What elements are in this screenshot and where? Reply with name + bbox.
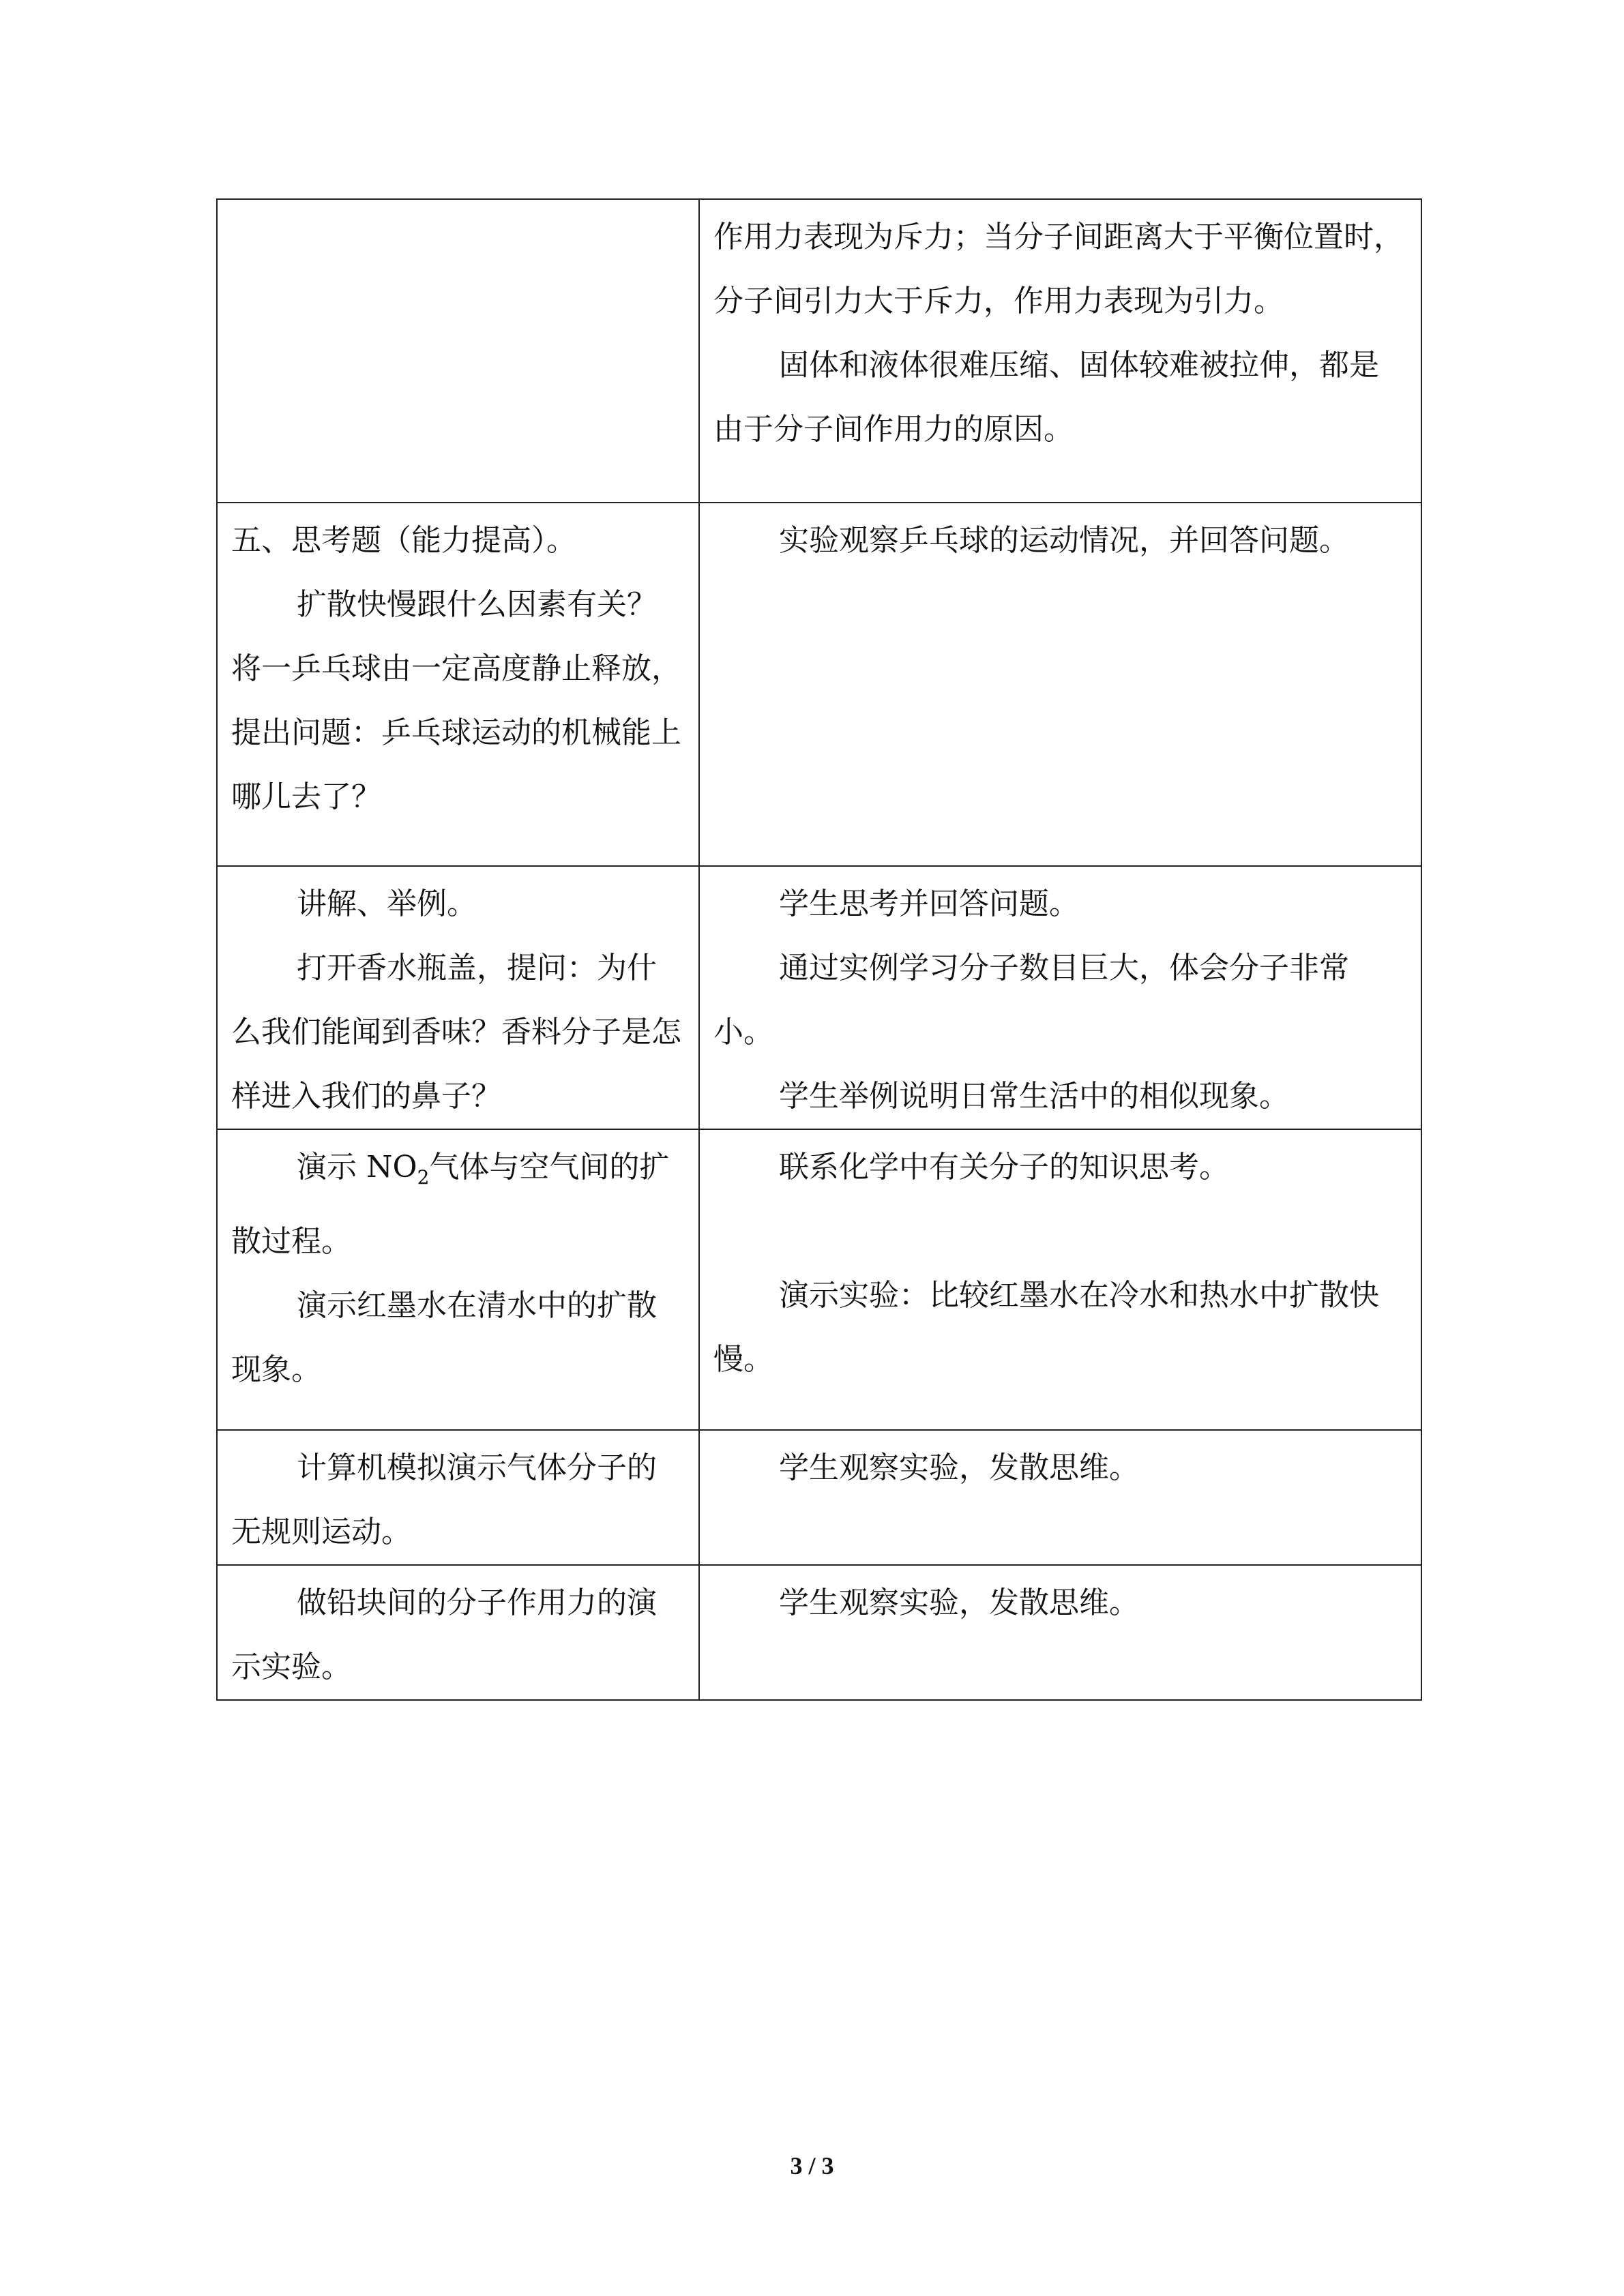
table-row <box>217 866 1421 1129</box>
teacher-activity-cell <box>217 199 699 503</box>
student-activity-cell <box>699 503 1421 866</box>
paragraph: 学生思考并回答问题。 <box>779 886 1079 921</box>
paragraph: 计算机模拟演示气体分子的无规则运动。 <box>231 1450 657 1549</box>
text-run: 演示 NO <box>297 1150 417 1184</box>
table-row <box>217 1430 1421 1565</box>
lesson-plan-table <box>216 198 1422 1701</box>
paragraph: 学生观察实验，发散思维。 <box>779 1450 1139 1485</box>
paragraph: 讲解、举例。 <box>297 886 477 921</box>
text-run: 气体与空气间的扩散过程。 <box>231 1150 670 1259</box>
student-activity-cell <box>699 199 1421 503</box>
teacher-activity-cell <box>217 1565 699 1700</box>
table-row <box>217 1565 1421 1700</box>
paragraph: 演示实验：比较红墨水在冷水和热水中扩散快慢。 <box>713 1278 1379 1377</box>
paragraph: 演示红墨水在清水中的扩散现象。 <box>231 1287 657 1387</box>
table-row <box>217 503 1421 866</box>
teacher-activity-cell <box>217 1430 699 1565</box>
paragraph: 扩散快慢跟什么因素有关？将一乒乓球由一定高度静止释放，提出问题：乒乓球运动的机械能上哪儿去了？ <box>231 587 681 814</box>
paragraph: 作用力表现为斥力；当分子间距离大于平衡位置时，分子间引力大于斥力，作用力表现为引力。 <box>713 220 1404 318</box>
student-activity-cell <box>699 1430 1421 1565</box>
paragraph: 打开香水瓶盖，提问：为什么我们能闻到香味？香料分子是怎样进入我们的鼻子？ <box>231 951 681 1114</box>
paragraph <box>231 1135 685 1274</box>
paragraph: 实验观察乒乓球的运动情况，并回答问题。 <box>779 523 1349 558</box>
paragraph: 做铅块间的分子作用力的演示实验。 <box>231 1585 657 1684</box>
paragraph: 固体和液体很难压缩、固体较难被拉伸，都是由于分子间作用力的原因。 <box>713 348 1379 447</box>
subscript: 2 <box>417 1165 430 1189</box>
teacher-activity-cell <box>217 1129 699 1430</box>
teacher-activity-cell <box>217 503 699 866</box>
spacer <box>713 1199 1407 1264</box>
teacher-activity-cell <box>217 866 699 1129</box>
table-row <box>217 199 1421 503</box>
paragraph: 学生举例说明日常生活中的相似现象。 <box>779 1079 1289 1114</box>
student-activity-cell <box>699 1129 1421 1430</box>
paragraph: 通过实例学习分子数目巨大，体会分子非常小。 <box>713 951 1349 1049</box>
paragraph: 联系化学中有关分子的知识思考。 <box>779 1150 1229 1184</box>
section-heading: 五、思考题（能力提高）。 <box>231 523 576 558</box>
student-activity-cell <box>699 1565 1421 1700</box>
paragraph: 学生观察实验，发散思维。 <box>779 1585 1139 1620</box>
student-activity-cell <box>699 866 1421 1129</box>
page-number: 3 / 3 <box>790 2152 834 2179</box>
table-row <box>217 1129 1421 1430</box>
